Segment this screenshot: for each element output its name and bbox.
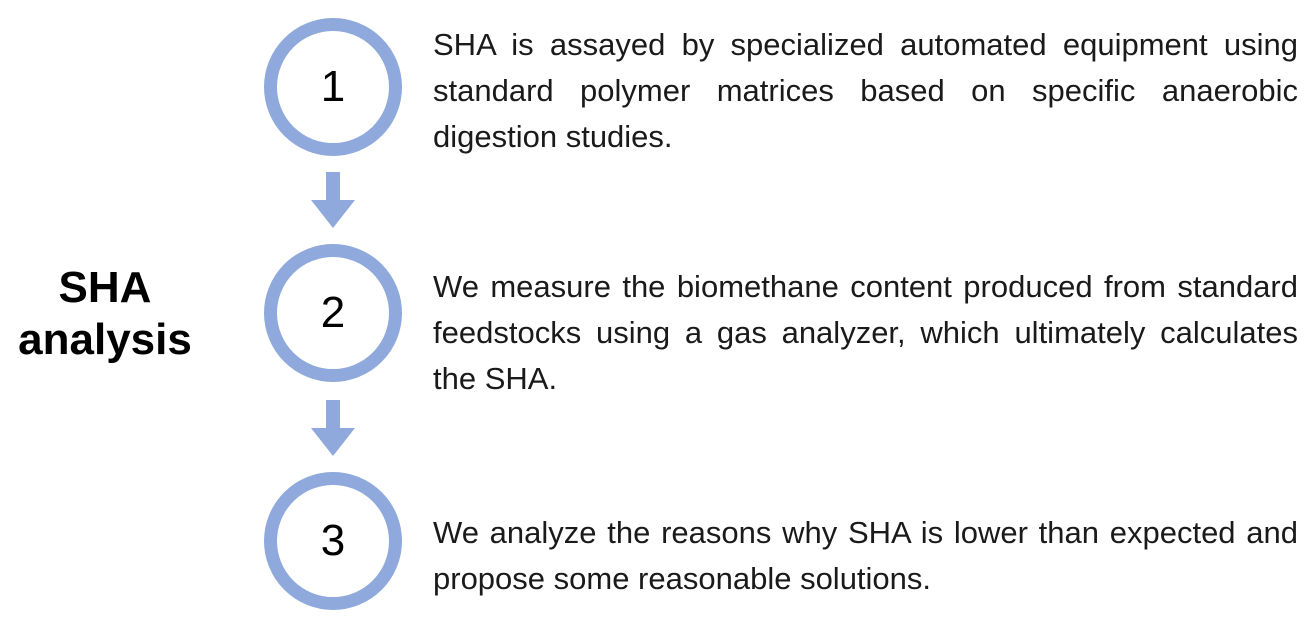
diagram-title	[0, 262, 210, 366]
title-line-1: SHA	[58, 263, 152, 312]
step-3-circle	[264, 472, 402, 610]
step-1-circle	[264, 18, 402, 156]
step-3-number: 3	[320, 516, 346, 565]
arrow-down-icon	[311, 172, 355, 228]
step-2-description: We measure the biomethane content produced from standard feedstocks using a gas analyzer, which ultimately calculates the SHA.	[433, 269, 1298, 396]
step-2-number: 2	[320, 288, 346, 337]
step-1-description: SHA is assayed by specialized automated equipment using standard polymer matrices based on specific anaerobic digestion studies.	[433, 27, 1298, 154]
step-1-number: 1	[320, 62, 346, 111]
step-2-circle	[264, 244, 402, 382]
arrow-down-icon	[311, 400, 355, 456]
step-3-description: We analyze the reasons why SHA is lower than expected and propose some reasonable solutions.	[433, 515, 1298, 596]
title-line-2: analysis	[18, 315, 192, 364]
